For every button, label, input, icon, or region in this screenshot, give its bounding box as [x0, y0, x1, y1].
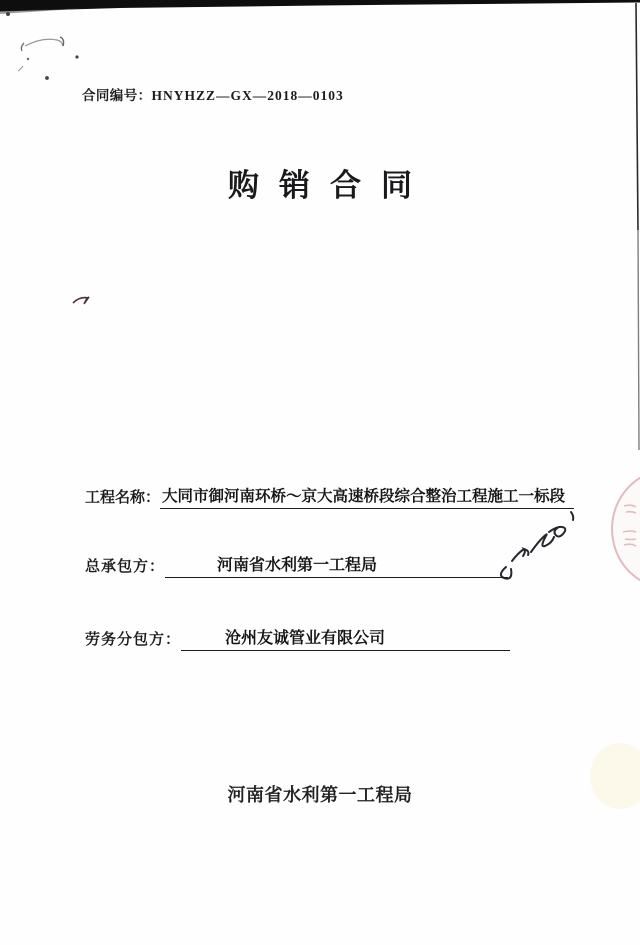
pen-marks-top-left	[6, 12, 79, 80]
field-row-contractor	[85, 555, 508, 578]
handwritten-scribble	[501, 512, 573, 579]
contractor-label: 总承包方：	[85, 559, 166, 575]
field-row-project	[85, 486, 574, 509]
subcontractor-value: 沧州友诚管业有限公司	[181, 628, 510, 651]
contract-number-label: 合同编号：	[82, 88, 152, 103]
field-row-subcontractor	[85, 628, 510, 651]
contract-number-line	[82, 84, 344, 104]
document-title: 购销合同	[228, 168, 432, 203]
project-name-value: 大同市御河南环桥～京大高速桥段综合整治工程施工一标段	[160, 486, 574, 509]
footer-organization: 河南省水利第一工程局	[227, 785, 413, 805]
red-stamp	[611, 469, 640, 589]
pen-mark-arrow	[73, 297, 89, 304]
scan-top-edge	[0, 0, 640, 12]
contract-number-value: HNYHZZ—GX—2018—0103	[151, 88, 344, 103]
contractor-value: 河南省水利第一工程局	[165, 555, 508, 578]
project-name-label: 工程名称：	[85, 490, 161, 506]
subcontractor-label: 劳务分包方：	[85, 632, 182, 648]
